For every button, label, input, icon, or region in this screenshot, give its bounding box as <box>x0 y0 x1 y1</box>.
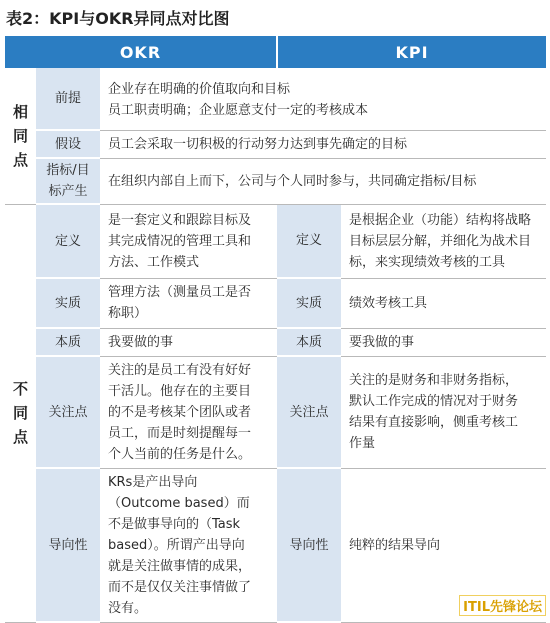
diff-row-substance <box>5 278 546 328</box>
kpi-label-definition: 定义 <box>277 204 341 278</box>
kpi-text-essence: 要我做的事 <box>341 328 546 356</box>
table-header-row <box>5 36 546 68</box>
watermark-logo: ITIL先锋论坛 <box>459 595 546 616</box>
same-row-premise <box>5 68 546 130</box>
okr-label-essence: 本质 <box>36 328 100 356</box>
same-text-assumption: 员工会采取一切积极的行动努力达到事先确定的目标 <box>100 130 546 158</box>
header-kpi: KPI <box>277 36 546 68</box>
okr-label-orientation: 导向性 <box>36 468 100 622</box>
kpi-label-focus: 关注点 <box>277 356 341 468</box>
same-text-premise: 企业存在明确的价值取向和目标 员工职责明确；企业愿意支付一定的考核成本 <box>100 68 546 130</box>
okr-text-essence: 我要做的事 <box>100 328 277 356</box>
okr-label-substance: 实质 <box>36 278 100 328</box>
same-text-indicator: 在组织内部自上而下，公司与个人同时参与，共同确定指标/目标 <box>100 158 546 204</box>
diff-row-focus <box>5 356 546 468</box>
okr-text-orientation: KRs是产出导向 （Outcome based）而 不是做事导向的（Task based）。所谓产出导向 就是关注做事情的成果， 而不是仅仅关注事情做了 没有。 <box>100 468 277 622</box>
okr-text-focus: 关注的是员工有没有好好 干活儿。他存在的主要目 的不是考核某个团队或者 员工，而是时刻提醒每一 个人当前的任务是什么。 <box>100 356 277 468</box>
okr-label-definition: 定义 <box>36 204 100 278</box>
header-okr: OKR <box>5 36 277 68</box>
kpi-text-definition: 是根据企业（功能）结构将战略 目标层层分解，并细化为战术目 标，来实现绩效考核的工具 <box>341 204 546 278</box>
okr-text-definition: 是一套定义和跟踪目标及 其完成情况的管理工具和 方法、工作模式 <box>100 204 277 278</box>
same-row-assumption <box>5 130 546 158</box>
okr-text-substance: 管理方法（测量员工是否 称职） <box>100 278 277 328</box>
same-label-indicator: 指标/目 标产生 <box>36 158 100 204</box>
same-row-indicator <box>5 158 546 204</box>
kpi-label-substance: 实质 <box>277 278 341 328</box>
diff-row-definition <box>5 204 546 278</box>
diff-row-essence <box>5 328 546 356</box>
diff-group-label: 不 同 点 <box>5 204 36 622</box>
page-title: 表2：KPI与OKR异同点对比图 <box>6 9 230 28</box>
kpi-label-essence: 本质 <box>277 328 341 356</box>
kpi-text-substance: 绩效考核工具 <box>341 278 546 328</box>
kpi-text-orientation: 纯粹的结果导向 <box>341 468 546 622</box>
kpi-text-focus: 关注的是财务和非财务指标， 默认工作完成的情况对于财务 结果有直接影响，侧重考核工 作量 <box>341 356 546 468</box>
same-label-premise: 前提 <box>36 68 100 130</box>
okr-label-focus: 关注点 <box>36 356 100 468</box>
comparison-table <box>5 36 546 623</box>
kpi-label-orientation: 导向性 <box>277 468 341 622</box>
same-group-label: 相 同 点 <box>5 68 36 204</box>
same-label-assumption: 假设 <box>36 130 100 158</box>
